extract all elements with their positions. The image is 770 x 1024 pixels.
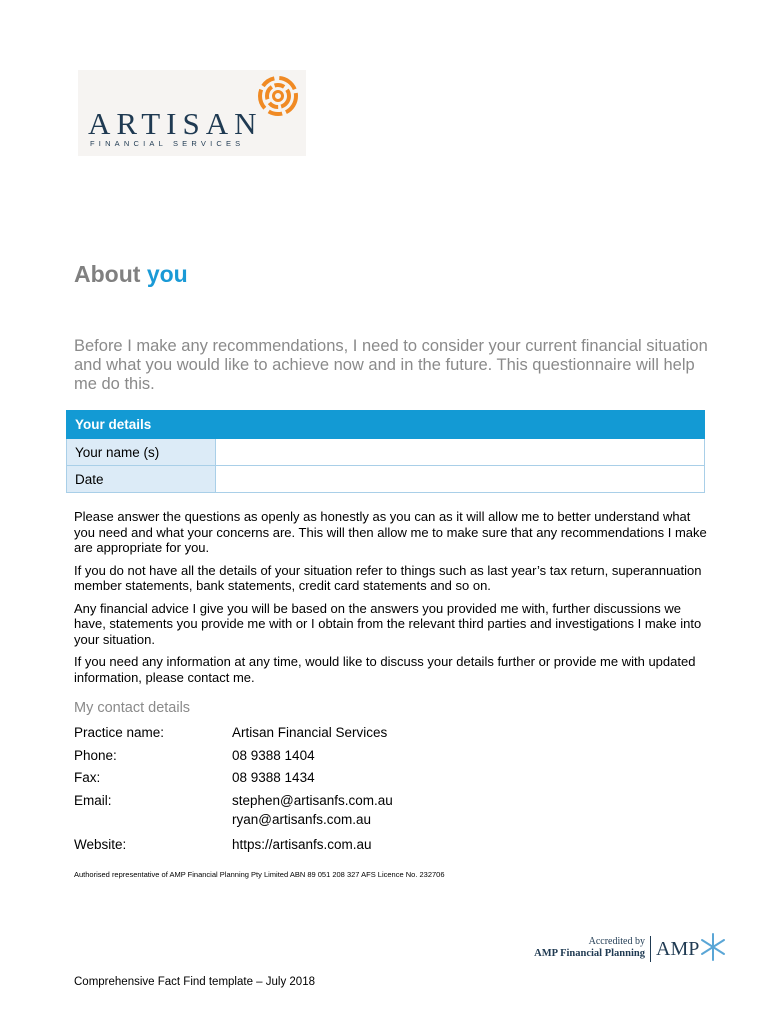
intro-text: Before I make any recommendations, I need to consider your current financial situation and what you would like to achieve now and in the future. This questionnaire will help me do this.: [74, 337, 708, 393]
paragraph: If you do not have all the details of your situation refer to things such as last year’s tax return, superannuation member statements, bank statements, credit card statements and so on.: [74, 562, 702, 593]
artisan-logo: [78, 70, 306, 156]
phone-value[interactable]: 08 9388 1404: [232, 747, 315, 763]
title-part1: About: [74, 261, 141, 287]
page-title: [74, 261, 188, 288]
swirl-icon: [256, 74, 300, 118]
practice-value: Artisan Financial Services: [232, 725, 388, 740]
practice-label: Practice name:: [74, 725, 165, 740]
date-field[interactable]: [216, 466, 705, 493]
email-link-1[interactable]: stephen@artisanfs.com.au: [232, 792, 393, 808]
title-part2: you: [146, 261, 188, 287]
email-link-2[interactable]: ryan@artisanfs.com.au: [232, 811, 372, 827]
logo-subtitle: FINANCIAL SERVICES: [90, 139, 245, 148]
table-row: [67, 439, 705, 466]
accreditation-divider: [650, 936, 651, 962]
date-label: Date: [67, 466, 216, 493]
email-label: Email:: [74, 792, 112, 808]
table-header-row: [67, 411, 705, 439]
contact-heading: My contact details: [74, 700, 191, 716]
phone-label: Phone:: [74, 747, 117, 763]
footer-text: Comprehensive Fact Find template – July 2018: [74, 976, 315, 988]
paragraph: If you need any information at any time, would like to discuss your details further or provide me with updated information, please contact me.: [74, 654, 696, 685]
fax-value: 08 9388 1434: [232, 770, 315, 785]
name-field[interactable]: [216, 439, 705, 466]
name-label: Your name (s): [67, 439, 216, 466]
accreditation-line1: Accredited by: [588, 936, 645, 947]
website-link[interactable]: https://artisanfs.com.au: [232, 836, 372, 852]
paragraph: Any financial advice I give you will be based on the answers you provided me with, further discussions we have, statements you provide me with or I obtain from the relevant third parties and investigations I make into your situation.: [74, 600, 702, 647]
paragraph: Please answer the questions as openly as honestly as you can as it will allow me to better understand what you need and what your concerns are. This will then allow me to make sure that any recommendations I make are appropriate for you.: [74, 509, 707, 555]
your-details-table: [66, 410, 705, 493]
table-row: [67, 466, 705, 493]
body-text: [74, 509, 714, 692]
table-header-blank: [216, 411, 705, 439]
amp-accreditation: [520, 930, 730, 964]
fax-label: Fax:: [74, 770, 101, 785]
logo-wordmark: ARTISAN: [88, 106, 263, 141]
table-header-label: Your details: [67, 411, 216, 439]
website-label: Website:: [74, 836, 127, 852]
amp-star-icon: [700, 932, 726, 962]
disclaimer: Authorised representative of AMP Financial Planning Pty Limited ABN 89 051 208 327 AFS Licence No. 232706: [74, 870, 445, 879]
accreditation-line2: AMP Financial Planning: [534, 948, 645, 959]
amp-wordmark: AMP: [656, 938, 700, 960]
